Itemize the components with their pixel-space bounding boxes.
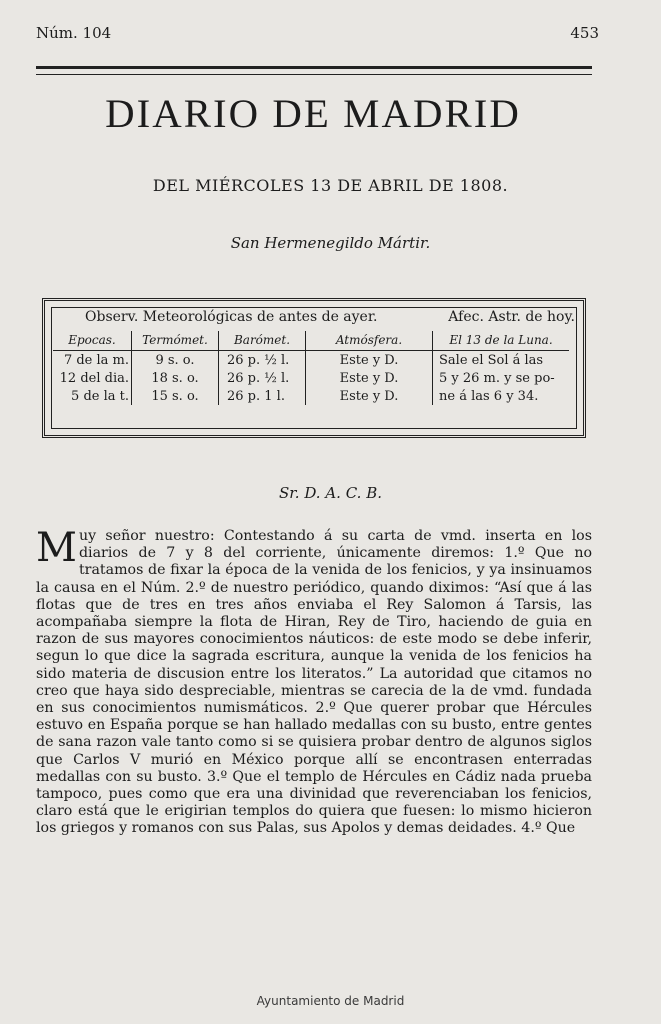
table-header-row <box>53 331 569 351</box>
column-header: Atmósfera. <box>306 331 433 351</box>
table-row <box>53 387 569 405</box>
cell-atmosfera: Este y D. <box>306 351 433 370</box>
cell-barometro: 26 p. 1 l. <box>219 387 306 405</box>
cell-epoca: 7 de la m. <box>53 351 132 370</box>
cell-termometro: 15 s. o. <box>132 387 219 405</box>
masthead-title: DIARIO DE MADRID <box>105 91 521 136</box>
column-header: Epocas. <box>53 331 132 351</box>
issue-number: Núm. 104 <box>36 24 112 42</box>
cell-luna: ne á las 6 y 34. <box>439 388 539 404</box>
cell-barometro: 26 p. ½ l. <box>219 351 306 370</box>
cell-luna: 5 y 26 m. y se po- <box>439 370 555 386</box>
header-rule-thin <box>36 74 592 75</box>
table-row <box>53 351 569 370</box>
column-header: Termómet. <box>132 331 219 351</box>
footer-credit: Ayuntamiento de Madrid <box>256 994 405 1008</box>
letter-body <box>36 525 592 838</box>
table-row <box>53 369 569 387</box>
letter-salutation: Sr. D. A. C. B. <box>278 484 382 502</box>
cell-termometro: 9 s. o. <box>132 351 219 370</box>
cell-atmosfera: Este y D. <box>306 387 433 405</box>
cell-epoca: 12 del dia. <box>53 369 132 387</box>
saint-of-day: San Hermenegildo Mártir. <box>230 234 431 252</box>
cell-atmosfera: Este y D. <box>306 369 433 387</box>
letter-paragraph <box>36 525 592 838</box>
cell-epoca: 5 de la t. <box>53 387 132 405</box>
observations-title: Observ. Meteorológicas de antes de ayer. <box>85 309 378 325</box>
astronomy-title: Afec. Astr. de hoy. <box>448 309 575 325</box>
cell-barometro: 26 p. ½ l. <box>219 369 306 387</box>
cell-luna: Sale el Sol á las <box>439 352 544 368</box>
observations-table <box>53 331 569 405</box>
header-rule <box>36 66 592 69</box>
letter-text: uy señor nuestro: Contestando á su carta de vmd. inserta en los diarios de 7 y 8 del corriente, únicamente diremos: 1.º Que no tratamos de fixar la época de la venida de los fenicios, y ya insinuamos la causa en el Núm. 2.º de nuestro periódico, quando diximos: “Así que á las flotas que de tres en tres años enviaba el Rey Salomon á Tarsis, las acompañaba siempre la flota de Hiran, Rey de Tiro, haciendo de guia en razon de sus mayores conocimientos náuticos: de este modo se debe inferir, segun lo que dice la sagrada escritura, aunque la venida de los fenicios ha sido materia de discusion entre los literatos.” La autoridad que citamos no creo que haya sido despreciable, mientras se carecia de la de vmd. fundada en sus conocimientos numismáticos. 2.º Que querer probar que Hércules estuvo en España porque se han hallado medallas con su busto, entre gentes de sana razon vale tanto como si se quisiera probar dentro de algunos siglos que Carlos V murió en México porque allí se encontrasen enterradas medallas con su busto. 3.º Que el templo de Hércules en Cádiz nada prueba tampoco, pues como que era una divinidad que reverenciaban los fenicios, claro está que le erigirian templos do quiera que fuesen: lo mismo hicieron los griegos y romanos con sus Palas, sus Apolos y demas deidades. 4.º Que <box>36 528 592 837</box>
column-header: Barómet. <box>219 331 306 351</box>
column-header: El 13 de la Luna. <box>433 331 570 351</box>
cell-termometro: 18 s. o. <box>132 369 219 387</box>
date-line: DEL MIÉRCOLES 13 DE ABRIL DE 1808. <box>152 176 509 195</box>
observations-box <box>42 298 586 438</box>
drop-cap: M <box>36 525 77 571</box>
page-number: 453 <box>570 24 599 42</box>
